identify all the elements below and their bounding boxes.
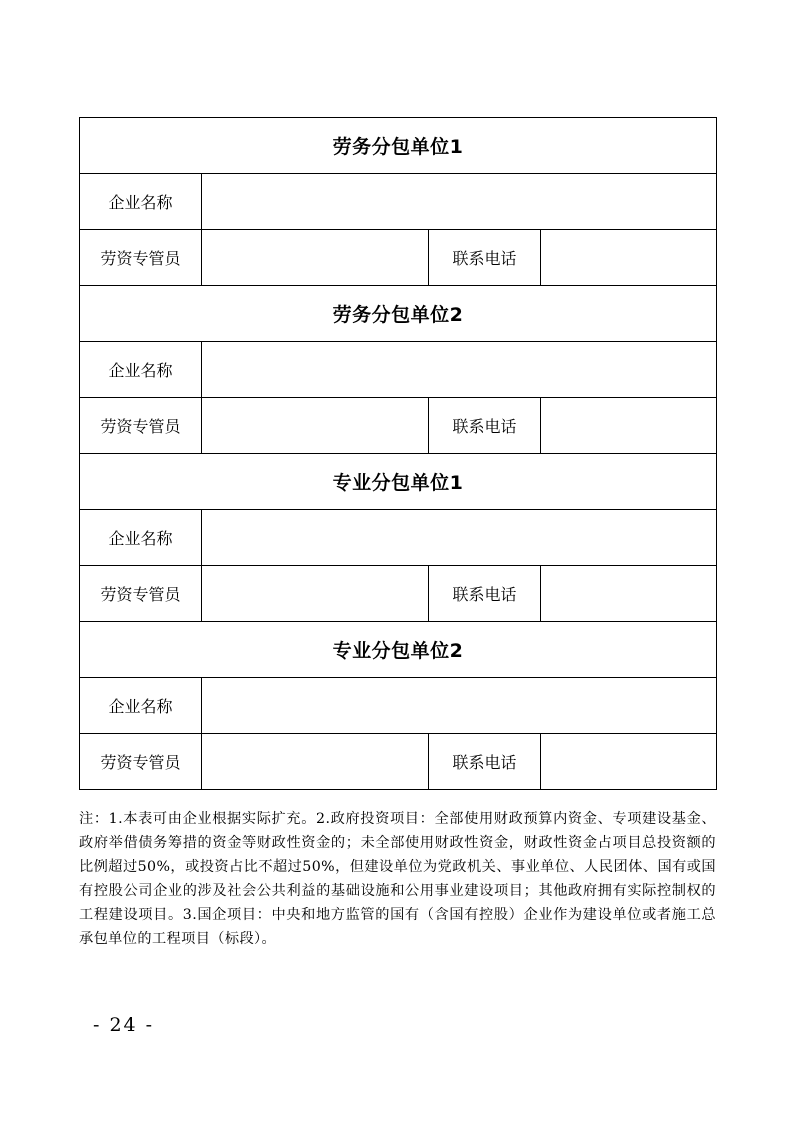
company-name-row bbox=[80, 342, 717, 398]
labor-manager-row bbox=[80, 230, 717, 286]
company-name-field[interactable] bbox=[202, 678, 717, 734]
labor-manager-label: 劳资专管员 bbox=[80, 398, 202, 454]
section-title: 专业分包单位2 bbox=[80, 622, 717, 678]
labor-manager-field[interactable] bbox=[202, 734, 429, 790]
labor-manager-label: 劳资专管员 bbox=[80, 230, 202, 286]
company-name-label: 企业名称 bbox=[80, 678, 202, 734]
section-title: 劳务分包单位1 bbox=[80, 118, 717, 174]
phone-field[interactable] bbox=[541, 734, 717, 790]
section-header-row bbox=[80, 286, 717, 342]
phone-label: 联系电话 bbox=[429, 734, 541, 790]
labor-manager-row bbox=[80, 734, 717, 790]
phone-field[interactable] bbox=[541, 566, 717, 622]
footnote: 注：1.本表可由企业根据实际扩充。2.政府投资项目：全部使用财政预算内资金、专项建设基金、政府举借债务筹措的资金等财政性资金的；未全部使用财政性资金，财政性资金占项目总投资额的比例超过50%，或投资占比不超过50%，但建设单位为党政机关、事业单位、人民团体、国有或国有控股公司企业的涉及社会公共利益的基础设施和公用事业建设项目；其他政府拥有实际控制权的工程建设项目。3.国企项目：中央和地方监管的国有（含国有控股）企业作为建设单位或者施工总承包单位的工程项目（标段）。 bbox=[79, 811, 716, 947]
section-title: 专业分包单位1 bbox=[80, 454, 717, 510]
company-name-row bbox=[80, 678, 717, 734]
company-name-row bbox=[80, 510, 717, 566]
page-number: - 24 - bbox=[93, 1014, 155, 1036]
company-name-label: 企业名称 bbox=[80, 342, 202, 398]
company-name-field[interactable] bbox=[202, 510, 717, 566]
section-header-row bbox=[80, 622, 717, 678]
phone-label: 联系电话 bbox=[429, 398, 541, 454]
labor-manager-field[interactable] bbox=[202, 566, 429, 622]
labor-manager-label: 劳资专管员 bbox=[80, 734, 202, 790]
labor-manager-row bbox=[80, 566, 717, 622]
labor-manager-row bbox=[80, 398, 717, 454]
labor-manager-field[interactable] bbox=[202, 230, 429, 286]
phone-label: 联系电话 bbox=[429, 566, 541, 622]
company-name-label: 企业名称 bbox=[80, 510, 202, 566]
company-name-field[interactable] bbox=[202, 342, 717, 398]
phone-field[interactable] bbox=[541, 398, 717, 454]
company-name-row bbox=[80, 174, 717, 230]
company-name-label: 企业名称 bbox=[80, 174, 202, 230]
phone-field[interactable] bbox=[541, 230, 717, 286]
section-header-row bbox=[80, 118, 717, 174]
labor-manager-label: 劳资专管员 bbox=[80, 566, 202, 622]
section-header-row bbox=[80, 454, 717, 510]
labor-manager-field[interactable] bbox=[202, 398, 429, 454]
phone-label: 联系电话 bbox=[429, 230, 541, 286]
subcontractor-info-table bbox=[79, 117, 717, 790]
section-title: 劳务分包单位2 bbox=[80, 286, 717, 342]
company-name-field[interactable] bbox=[202, 174, 717, 230]
